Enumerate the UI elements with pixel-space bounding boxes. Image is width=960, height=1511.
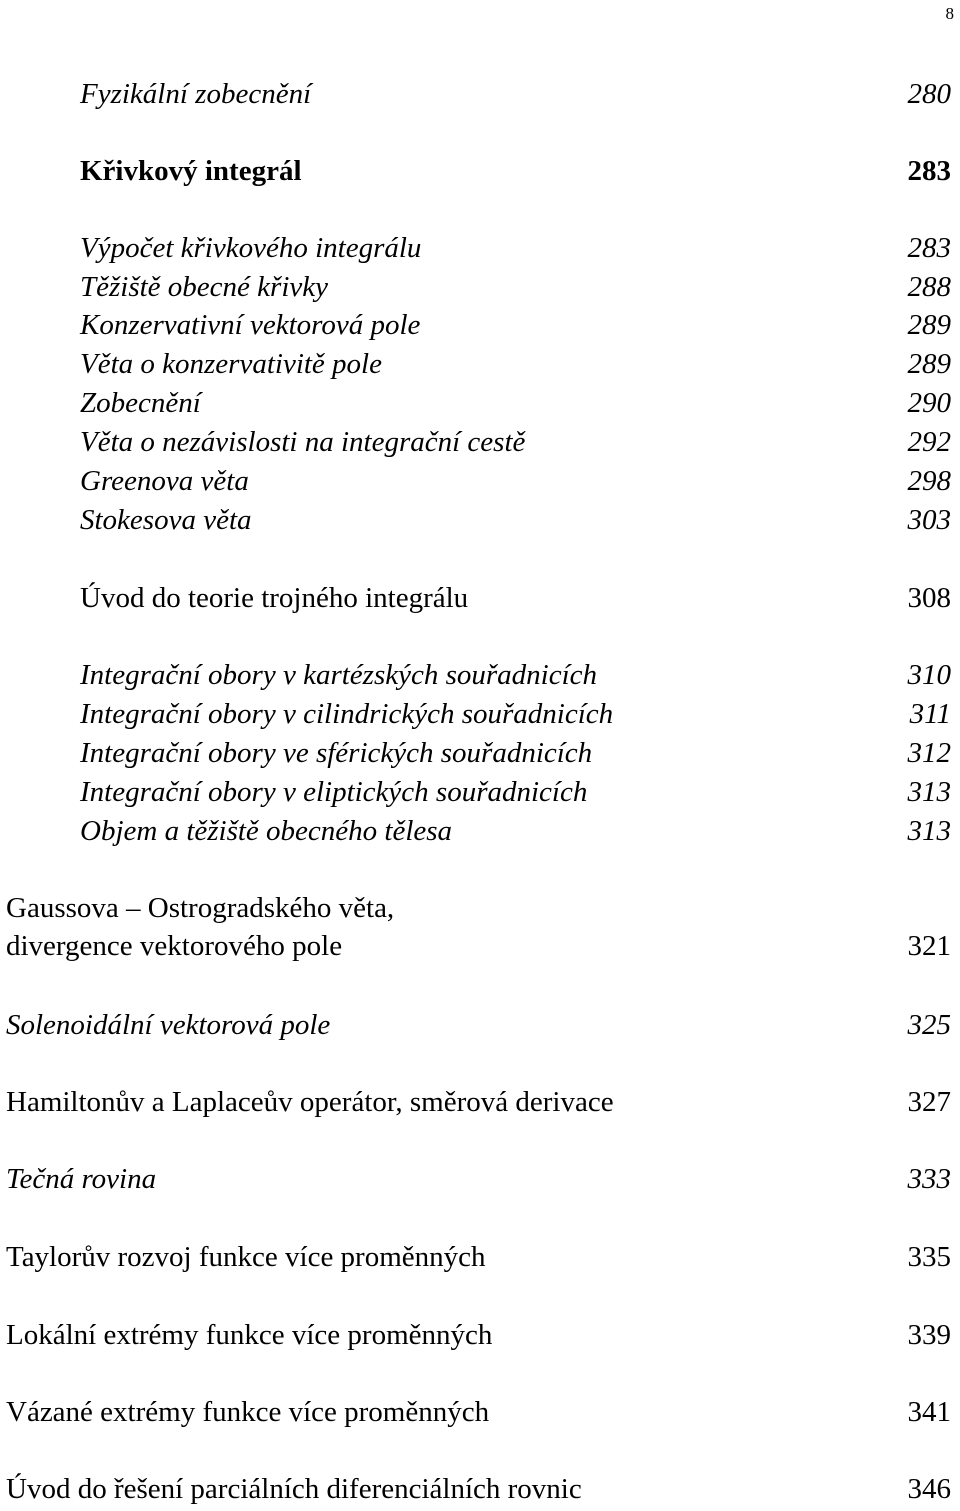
toc-entry[interactable]: [0, 267, 960, 307]
toc-entry-title: Solenoidální vektorová pole: [6, 1009, 331, 1041]
toc-entry[interactable]: [0, 772, 960, 812]
toc-entry-title: Zobecnění: [80, 387, 201, 419]
toc-entry-title-line2: divergence vektorového pole: [6, 930, 343, 962]
toc-entry-title: Lokální extrémy funkce více proměnných: [6, 1319, 493, 1351]
toc-entry-page: 310: [907, 659, 951, 691]
toc-entry-page: 335: [907, 1241, 951, 1273]
toc-entry-title: Greenova věta: [80, 465, 249, 497]
toc-entry-page: 341: [907, 1396, 951, 1428]
toc-entry-title: Výpočet křivkového integrálu: [80, 232, 422, 264]
toc-entry-title: Stokesova věta: [80, 504, 252, 536]
toc-entry-page: 312: [907, 737, 951, 769]
toc-entry-page: 292: [907, 426, 951, 458]
toc-entry-title-line1: Gaussova – Ostrogradského věta,: [6, 892, 395, 924]
toc-entry-page: 280: [907, 78, 951, 110]
toc-entry[interactable]: [0, 1315, 960, 1355]
toc-entry[interactable]: [0, 655, 960, 695]
toc-entry-page: 289: [907, 309, 951, 341]
toc-entry-page: 313: [907, 776, 951, 808]
toc-entry[interactable]: [0, 422, 960, 462]
toc-entry-title: Integrační obory v kartézských souřadnicích: [80, 659, 598, 691]
toc-entry[interactable]: [0, 578, 960, 618]
toc-entry-page: 321: [907, 930, 951, 962]
toc-entry-title: Konzervativní vektorová pole: [80, 309, 421, 341]
toc-entry[interactable]: [0, 461, 960, 501]
toc-entry[interactable]: [0, 151, 960, 191]
toc-entry-page: 303: [907, 504, 951, 536]
toc-entry-page: 346: [907, 1473, 951, 1505]
toc-entry-title: Křivkový integrál: [80, 155, 302, 187]
toc-entry-page: 333: [907, 1163, 951, 1195]
toc-entry-page: 288: [907, 271, 951, 303]
toc-entry[interactable]: [0, 1005, 960, 1045]
toc-entry-title: Vázané extrémy funkce více proměnných: [6, 1396, 490, 1428]
toc-entry-page: 308: [907, 582, 951, 614]
toc-entry-title: Těžiště obecné křivky: [80, 271, 329, 303]
toc-entry[interactable]: [0, 305, 960, 345]
toc-entry-page: 283: [907, 155, 951, 187]
toc-entry[interactable]: [0, 811, 960, 851]
toc-entry[interactable]: [0, 1469, 960, 1509]
page-number: 8: [945, 4, 954, 23]
toc-entry-page: 289: [907, 348, 951, 380]
toc-entry-title: Integrační obory v cilindrických souřadnicích: [80, 698, 614, 730]
toc-entry[interactable]: [0, 1392, 960, 1432]
toc-entry-title: Tečná rovina: [6, 1163, 157, 1195]
toc-entry[interactable]: [0, 694, 960, 734]
toc-entry[interactable]: [0, 74, 960, 114]
toc-entry-title: Objem a těžiště obecného tělesa: [80, 815, 453, 847]
toc-entry-page: 298: [907, 465, 951, 497]
toc-entry-title: Taylorův rozvoj funkce více proměnných: [6, 1241, 486, 1273]
toc-entry-title: Úvod do řešení parciálních diferenciálních rovnic: [6, 1473, 582, 1505]
toc-entry[interactable]: [0, 1082, 960, 1122]
toc-entry-page: 327: [907, 1086, 951, 1118]
toc-entry-title: Úvod do teorie trojného integrálu: [80, 582, 469, 614]
toc-entry[interactable]: [0, 733, 960, 773]
toc-entry[interactable]: [0, 1237, 960, 1277]
toc-entry-title: Hamiltonův a Laplaceův operátor, směrová derivace: [6, 1086, 614, 1118]
toc-entry[interactable]: [0, 344, 960, 384]
toc-entry-title: Integrační obory v eliptických souřadnicích: [80, 776, 588, 808]
toc-entry-page: 311: [909, 698, 951, 730]
toc-entry-title: Věta o nezávislosti na integrační cestě: [80, 426, 526, 458]
toc-entry[interactable]: [0, 889, 960, 969]
toc-entry[interactable]: [0, 1159, 960, 1199]
toc-entry-page: 325: [907, 1009, 951, 1041]
toc-entry-page: 283: [907, 232, 951, 264]
toc-entry[interactable]: [0, 500, 960, 540]
toc-entry-page: 313: [907, 815, 951, 847]
toc-entry-page: 339: [907, 1319, 951, 1351]
toc-entry-page: 290: [907, 387, 951, 419]
toc-entry-title: Fyzikální zobecnění: [80, 78, 312, 110]
toc-entry[interactable]: [0, 383, 960, 423]
toc-entry[interactable]: [0, 228, 960, 268]
toc-entry-title: Věta o konzervativitě pole: [80, 348, 382, 380]
toc-entry-title: Integrační obory ve sférických souřadnicích: [80, 737, 593, 769]
